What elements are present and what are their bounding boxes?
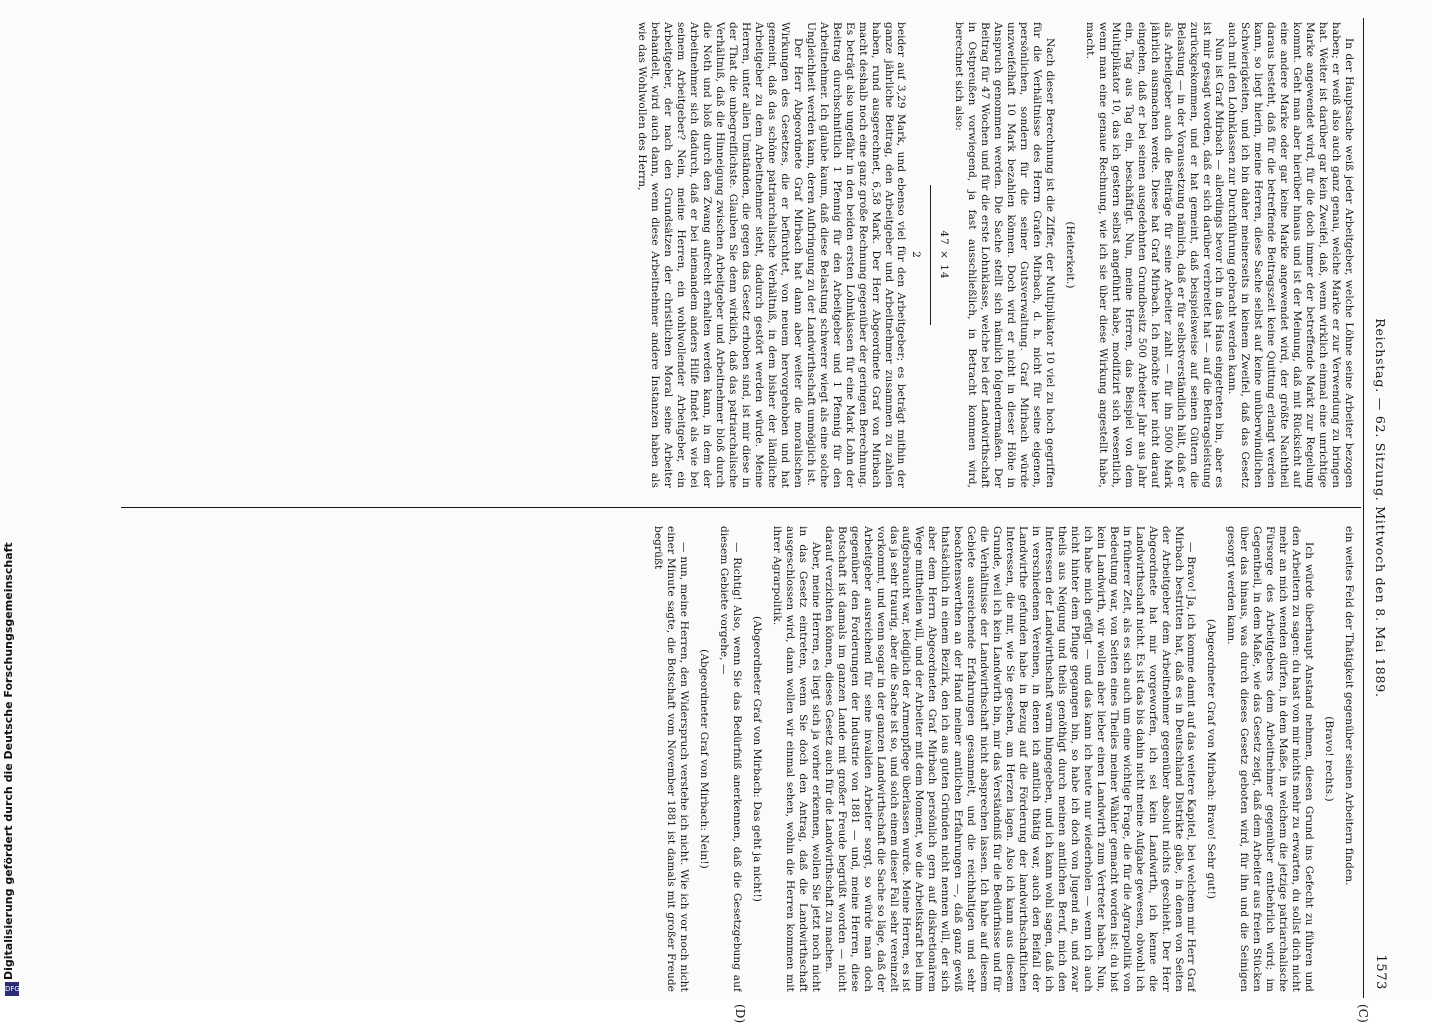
paragraph: Aber, meine Herren, es liegt sich ja vorher erkennen, wollen Sie jetzt noch nicht in das Gesetz eintreten, wenn Sie doch den Antrag, daß die Landwirthschaft ausgeschlossen wird, dann wollen wir einmal sehen, wohin die Herren kommen mit ihrer Agrarpolitik.: [770, 526, 822, 992]
paragraph: Nun ist Graf Mirbach — allerdings bevor ich in das Haus eingetreten bin, aber es ist mir gesagt worden, daß er sich darüber verbreitet hat — auf die Beitragsleistung zurückgekommen, und er hat gemeint, daß beispielsweise auf seinen Gütern die Belastung — in der Voraussetzung nämlich, daß er für selbstverständlich hält, daß er als Arbeitgeber auch die Beiträge für seine Arbeiter zahlt — für ihn 5000 Mark jährlich ausmachen werde. Diese hat Graf Mirbach. Ich möchte hier nicht darauf eingehen, daß er bei seinen ausgedehnten Grundbesitz 500 Arbeiter Jahr aus Jahr ein, Tag aus Tag ein, beschäftigt. Nun, meine Herren, das Beispiel von dem Multiplikator 10, das ich gestern selbst angeführt habe, modifizirt sich wesentlich, wenn man eine genaue Rechnung, wie ich sie über diese Wirkung angestellt habe, macht.: [1083, 22, 1226, 488]
funding-note: Digitalisierung gefördert durch die Deutsche Forschungsgemeinschaft: [2, 542, 15, 980]
formula-numerator: 47 × 14: [938, 230, 951, 280]
interjection: (Abgeordneter Graf von Mirbach: Nein!): [698, 649, 711, 869]
paragraph: Ich würde überhaupt Anstand nehmen, diesen Grund ins Gefecht zu führen und den Arbeitern zu sagen: du hast von mir nichts mehr zu erwarten, du sollst dich nicht mehr an mich wenden dürfen, in dem Maße, in welchem die jetzige patriarchalische Fürsorge des Arbeitgebers dem Arbeitnehmer gegenüber entbehrlich wird; im Gegentheil, in dem Maße, wie das Gesetz zeigt, daß dem Arbeiter aus freien Stücken über das hinaus, was durch dieses Gesetz geboten wird, für ihn und die Seinigen gesorgt werden kann.: [1225, 526, 1316, 992]
header-title: Reichstag. — 62. Sitzung. Mittwoch den 8. Mai 1889.: [1373, 318, 1388, 698]
page-number: 1573: [1373, 954, 1388, 990]
interjection: (Heiterkeit.): [1063, 221, 1076, 289]
formula-denominator: 2: [910, 251, 923, 259]
margin-marker-c: (C): [1356, 1004, 1370, 1023]
header-rule: [1363, 18, 1364, 998]
paragraph: — Bravo! Ja, ich komme damit auf das weitere Kapitel, bei welchem mir Herr Graf Mirbach bestritten hat, daß es in Deutschland Distrikte gäbe, in denen von Seiten der Arbeitgeber dem Arbeitnehmer gegenüber absolut nichts geschieht. Der Herr Abgeordnete hat mir vorgeworfen, ich sei kein Landwirth, ich kenne die Landwirthschaft nicht. Es ist das bis dahin nicht meine Aufgabe gewesen, obwohl ich in früherer Zeit, als es sich auch um eine wichtige Frage, die für die Agrarpolitik von Bedeutung war, von Seiten eines Theiles meiner Wähler gemacht worden ist: du bist kein Landwirth, wir wollen aber lieber einen Landwirth zum Vertreter haben. Nun, ich habe mich gefügt — und das kann ich heute nur wiederholen — wenn ich auch nicht hinter dem Pfluge gegangen bin, so habe ich doch von Jugend an, und zwar theils aus Neigung und theils genöthigt durch meinen amtlichen Beruf, mich den Interessen der Landwirthschaft warm hingegeben, und ich kann wohl sagen, daß ich in verschiedenen Vereinen, in denen ich amtlich thätig war, auch den Beifall der Landwirthe gefunden habe in Bezug auf die Förderung der landwirthschaftlichen Interessen, die mir, wie Sie gesehen, am Herzen lagen. Also ich kann aus diesem Grunde, weil ich kein Landwirth bin, mir das Verständniß für die Bedürfnisse und für die Verhältnisse der Landwirthschaft nicht absprechen lassen. Ich habe auf diesem Gebiete ausreichende Erfahrungen gesammelt, und die reichhaltigen und sehr beachtenswerthen an der Hand meiner amtlichen Erfahrungen —, daß ganz gewiß thatsächlich in einem Bezirk, den ich aus guten Gründen nicht nennen will, der sich aber dem Herrn Abgeordneten Graf Mirbach persönlich gern auf diskretionärem Wege mittheilen will, und der Arbeiter mit dem Moment, wo die Arbeitskraft bei ihm aufgebraucht war, lediglich der Armenpflege überlassen wurde. Meine Herren, es ist das ja sehr traurig, aber die Sache ist so, und solch einem dieser Fall sehr vereinzelt vorkommt, und wenn sogar in der ganzen Landwirthschaft die Sache so läge, daß der Arbeitgeber ausreichend für seine invaliden Arbeiter sorgt, so würde man doch gegenüber den Forderungen der Industrie von 1881 — und, meine Herren, diese Botschaft ist damals im ganzen Lande mit großer Freude begrüßt worden — nicht darauf verzichten können, dieses Gesetz auch für die Landwirthschaft zu machen.: [822, 526, 1198, 992]
dfg-logo: DFG: [5, 982, 19, 996]
page-header: [1365, 18, 1391, 998]
paragraph: In der Hauptsache weiß jeder Arbeitgeber, welche Löhne seine Arbeiter bezogen haben; er weiß also auch ganz genau, welche Marke er zur Verwendung zu bringen hat. Weiter ist darüber gar kein Zweifel, daß, wenn wirklich einmal eine unrichtige Marke angewendet wird, für die doch immer der betreffende Markt zur Regelung kommt. Geht man aber hierüber hinaus und ist der Meinung, daß mit Rücksicht auf eine andere Marke oder gar keine Marke angewendet wird, der größte Nachtheil daraus besteht, daß für die betreffende Beitragszeit keine Quittung erlangt werden kann, so liegt hierin, meine Herren, diese Sache selbst auf keine unüberwindlichen Schwierigkeiten, und ich bin daher meinerseits in keinem Zweifel, daß das Gesetz auch mit den Lohnklassen zur Durchführung gebracht werden kann.: [1226, 22, 1355, 488]
fraction-bar: [930, 185, 931, 325]
rotated-document-page: [91, 18, 1391, 1023]
interjection: (Abgeordneter Graf von Mirbach: Bravo! Sehr gut!): [1205, 618, 1218, 900]
paragraph: Nach dieser Berechnung ist die Ziffer, der Multiplikator 10 viel zu hoch gegriffen für die Verhältnisse des Herrn Grafen Mirbach, d. h. nicht für seine eigenen, persönlichen, sondern für die seiner Gutsverwaltung. Graf Mirbach würde unzweifelhaft 10 Mark bezahlen können. Doch wird er nicht in dieser Höhe in Anspruch genommen werden. Die Sache stellt sich nämlich folgendermaßen. Der Beitrag für 47 Wochen und für die erste Lohnklasse, welche bei der Landwirthschaft in Ostpreußen vorwiegend, ja fast ausschließlich, in Betracht kommen wird, berechnet sich also:: [953, 22, 1057, 488]
paragraph: ein weites Feld der Thätigkeit gegenüber seinen Arbeitern finden.: [1343, 526, 1355, 886]
column-divider: [121, 507, 1361, 508]
left-column: [130, 22, 1355, 488]
interjection: (Abgeordneter Graf von Mirbach: Das geht ja nicht!): [751, 616, 764, 902]
interjection: (Bravo! rechts.): [1323, 716, 1336, 802]
paragraph: Der Herr Abgeordnete Graf Mirbach hat dann aber weiter die moralischen Wirkungen des Gesetzes, die er befürchtet, von neuem hervorgehoben und hat gemeint, daß das schöne patriarchalische Verhältniß, in dem bisher der ländliche Arbeitgeber zu dem Arbeitnehmer steht, dadurch gestört werden würde. Meine Herren, unter allen Umständen, die gegen das Gesetz erhoben sind, ist mir diese in der That die unbegreiflichste. Glauben Sie denn wirklich, daß das patriarchalische Verhältniß, daß die Hinneigung zwischen Arbeitgeber und Arbeitnehmer bloß durch die Noth und bloß durch den Zwang aufrecht erhalten werden kann, in dem der Arbeitnehmer sich dadurch, daß er bei niemandem anders Hilfe findet als wie bei seinem Arbeitgeber? Nein, meine Herren, ein wohlwollender Arbeitgeber, ein Arbeitgeber, der nach den Grundsätzen der christlichen Moral seine Arbeiter behandelt, wird auch dann, wenn diese Arbeitnehmer andere Instanzen haben als wie das Wohlwollen des Herrn,: [636, 22, 804, 488]
paragraph: beider auf 3,29 Mark, und ebenso viel für den Arbeitgeber; es beträgt mithin der ganze jährliche Beitrag, den Arbeitgeber und Arbeitnehmer zusammen zu zahlen haben, rund ausgerechnet, 6,58 Mark. Der Herr Abgeordnete Graf von Mirbach macht deshalb noch eine ganz große Rechnung gegenüber der geringen Berechnung. Es beträgt also ungefähr in den beiden ersten Lohnklassen für eine Mark Lohn der Beitrag durchschnittlich 1 Pfennig für den Arbeitgeber und 1 Pfennig für den Arbeitnehmer. Ich glaube kaum, daß diese Belastung schwerer wiegt als eine solche Ungleichheit werden kann, deren Aufbringung zu der Landwirthschaft unmöglich ist.: [804, 22, 908, 488]
paragraph: — nun, meine Herren, den Widerspruch verstehe ich nicht. Wie ich vor noch nicht einer Minute sagte, die Botschaft vom November 1881 ist damals mit großer Freude begrüßt: [652, 526, 691, 992]
paragraph: — Richtig! Also, wenn Sie das Bedürfniß anerkennen, daß die Gesetzgebung auf diesem Gebiete vorgehe, —: [718, 526, 744, 992]
margin-marker-d: (D): [733, 1004, 747, 1023]
digitization-footer: [2, 20, 22, 993]
right-column: [130, 526, 1355, 992]
